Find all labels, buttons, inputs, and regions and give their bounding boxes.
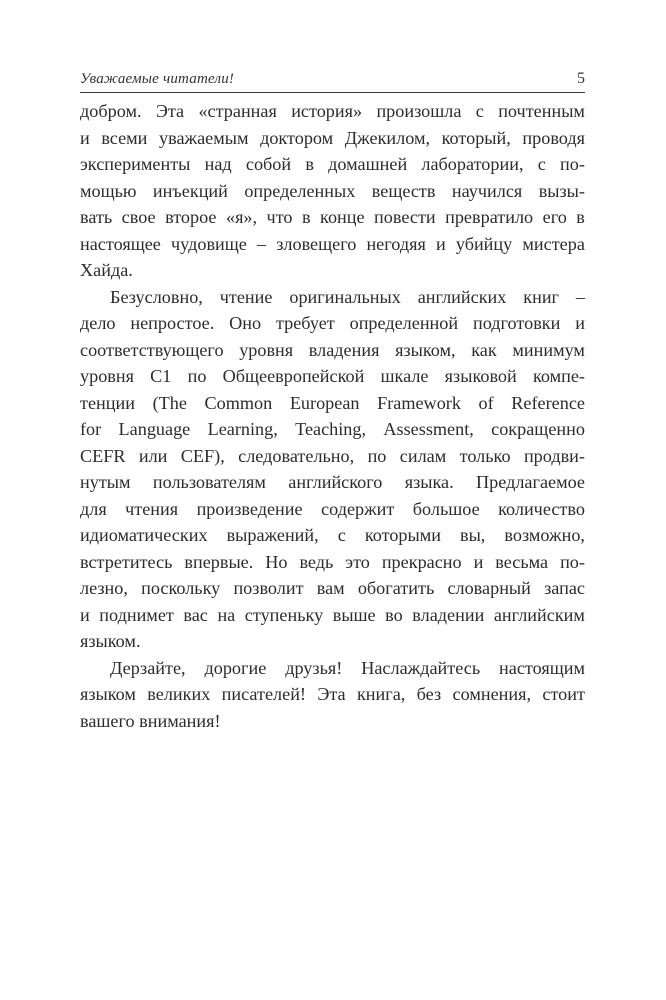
text-line [80, 125, 585, 152]
text-line [80, 443, 585, 470]
word: поднимет [99, 604, 174, 625]
word: настоящее [80, 233, 161, 254]
word: и [80, 127, 90, 148]
word: соответствующего [80, 339, 224, 360]
text-line [80, 549, 585, 576]
word: CEF), [180, 445, 225, 466]
word: по [187, 366, 207, 386]
word: второе [165, 207, 217, 227]
word: Джекилом, [344, 127, 431, 148]
word: уровня [80, 366, 134, 386]
word: возможно, [504, 525, 585, 545]
word: владения [308, 339, 380, 360]
text-line [80, 204, 585, 231]
word: поскольку [141, 578, 221, 598]
word: пользователям [152, 472, 266, 492]
word: по- [560, 154, 585, 174]
word: «я», [225, 207, 258, 227]
word: уважаемым [159, 127, 249, 148]
text-line [80, 416, 585, 443]
word: великих [147, 684, 211, 704]
word: Но [265, 551, 288, 572]
word: произошла [376, 101, 462, 121]
word: European [289, 392, 360, 413]
text-line: Хайда. [80, 260, 133, 280]
word: всеми [101, 127, 148, 148]
word: это [345, 551, 370, 572]
word: определенных [244, 180, 356, 201]
word: инъекций [152, 180, 228, 201]
word: только [459, 445, 511, 466]
word: (The [152, 392, 187, 413]
text-line [80, 602, 585, 629]
word: выражений, [226, 525, 319, 545]
word: вы, [460, 525, 486, 545]
word: английских [417, 286, 507, 307]
word: повести [374, 207, 436, 227]
word: дорогие [204, 657, 267, 678]
word: Common [204, 392, 273, 413]
text-line [80, 522, 585, 549]
word: Learning, [207, 419, 278, 439]
word: непростое. [130, 313, 215, 333]
text-line: вашего внимания! [80, 710, 221, 731]
word: Оно [229, 313, 262, 333]
word: оригинальных [289, 286, 401, 307]
word: на [217, 604, 236, 625]
word: Безусловно, [110, 286, 203, 307]
word: добром. [80, 101, 142, 121]
word: выше [332, 604, 376, 625]
word: с [537, 154, 546, 174]
word: «странная [198, 101, 277, 121]
word: весьма [495, 551, 549, 572]
word: силам [399, 445, 447, 466]
text-line [80, 337, 585, 364]
word: произведение [196, 498, 303, 519]
word: эксперименты [80, 154, 191, 174]
text-line [80, 231, 585, 258]
text-line [80, 98, 585, 125]
word: писателей! [221, 684, 306, 704]
word: и [435, 233, 446, 254]
word: мистера [522, 233, 585, 254]
word: английского [288, 472, 383, 492]
body-text [80, 98, 585, 734]
word: обогатить [357, 578, 435, 598]
word: словарный [447, 578, 531, 598]
word: владении [412, 604, 485, 625]
word: по- [560, 551, 585, 572]
word: лаборатории, [421, 154, 524, 174]
word: или [138, 445, 168, 466]
word: требует [275, 313, 335, 333]
word: идиоматических [80, 525, 208, 545]
word: Дерзайте, [110, 657, 186, 678]
running-title: Уважаемые читатели! [80, 71, 235, 87]
word: количество [498, 498, 585, 519]
word: Эта [155, 101, 185, 121]
word: проводя [522, 127, 585, 148]
word: во [385, 604, 403, 625]
word: превратило [445, 207, 534, 227]
word: языковой [444, 366, 517, 386]
word: с [475, 101, 484, 121]
word: чтения [125, 498, 179, 519]
word: и [575, 313, 585, 333]
word: вас [183, 604, 208, 625]
word: позволит [233, 578, 304, 598]
word: мощью [80, 180, 137, 201]
word: шкале [380, 366, 429, 386]
word: английским [493, 604, 585, 625]
word: для [80, 498, 107, 519]
running-header [80, 68, 585, 93]
word: вызы- [538, 180, 585, 201]
word: встретитесь [80, 551, 173, 572]
word: домашней [328, 154, 408, 174]
word: стоит [542, 684, 585, 704]
word: Предлагаемое [476, 472, 585, 492]
word: который, [441, 127, 511, 148]
word: без [416, 684, 442, 704]
word: определенной [349, 313, 459, 333]
text-line [80, 469, 585, 496]
word: вать [80, 207, 113, 227]
word: содержит [321, 498, 395, 519]
text-line [80, 178, 585, 205]
word: вам [316, 578, 345, 598]
word: С1 [150, 366, 172, 386]
word: веществ [371, 180, 436, 201]
word: – [575, 286, 585, 307]
word: почтенным [498, 101, 585, 121]
word: свое [121, 207, 156, 227]
word: настоящим [499, 657, 585, 678]
text-line: языком. [80, 631, 141, 651]
word: зловещего [276, 233, 357, 254]
word: нутым [80, 472, 131, 492]
word: и [80, 604, 90, 625]
word: и [473, 551, 484, 572]
text-line [80, 284, 585, 311]
text-line [80, 575, 585, 602]
word: книга, [356, 684, 406, 704]
word: по [367, 445, 387, 466]
word: тенции [80, 392, 135, 413]
word: с [337, 525, 346, 545]
word: Общеевропейской [222, 366, 365, 386]
word: сомнения, [452, 684, 532, 704]
word: уровня [239, 339, 294, 360]
word: научился [451, 180, 523, 201]
word: история» [291, 101, 363, 121]
word: собой [245, 154, 292, 174]
word: языком, [395, 339, 456, 360]
word: Framework [377, 392, 461, 413]
word: его [542, 207, 567, 227]
word: чудовище [171, 233, 247, 254]
text-line [80, 363, 585, 390]
word: следовательно, [238, 445, 355, 466]
word: Language [118, 419, 191, 439]
page-number: 5 [577, 70, 585, 87]
word: что [266, 207, 293, 227]
word: как [471, 339, 497, 360]
word: Наслаждайтесь [361, 657, 481, 678]
word: компе- [532, 366, 585, 386]
text-line [80, 681, 585, 708]
text-line [80, 496, 585, 523]
word: друзья! [285, 657, 343, 678]
word: Эта [317, 684, 346, 704]
word: of [478, 392, 494, 413]
text-line [80, 310, 585, 337]
word: дело [80, 313, 116, 333]
word: в [305, 154, 314, 174]
word: в [576, 207, 585, 227]
word: языка. [404, 472, 454, 492]
word: запас [544, 578, 585, 598]
word: языком [80, 684, 136, 704]
word: Reference [511, 392, 585, 413]
word: над [204, 154, 232, 174]
word: которыми [364, 525, 441, 545]
word: книг [523, 286, 560, 307]
word: Assessment, [383, 419, 474, 439]
text-line [80, 655, 585, 682]
word: доктором [260, 127, 334, 148]
word: продви- [523, 445, 585, 466]
word: лезно, [80, 578, 128, 598]
word: ступеньку [244, 604, 324, 625]
word: CEFR [80, 445, 126, 466]
word: конце [320, 207, 365, 227]
word: убийцу [455, 233, 513, 254]
word: негодяя [366, 233, 426, 254]
word: впервые. [184, 551, 254, 572]
word: чтение [219, 286, 273, 307]
word: в [301, 207, 311, 227]
word: ведь [299, 551, 334, 572]
word: – [256, 233, 267, 254]
word: минимум [512, 339, 585, 360]
word: прекрасно [381, 551, 462, 572]
word: for [80, 419, 102, 439]
text-line [80, 151, 585, 178]
word: сокращенно [491, 419, 585, 439]
text-line [80, 390, 585, 417]
word: Teaching, [295, 419, 367, 439]
word: подготовки [472, 313, 561, 333]
word: большое [412, 498, 480, 519]
